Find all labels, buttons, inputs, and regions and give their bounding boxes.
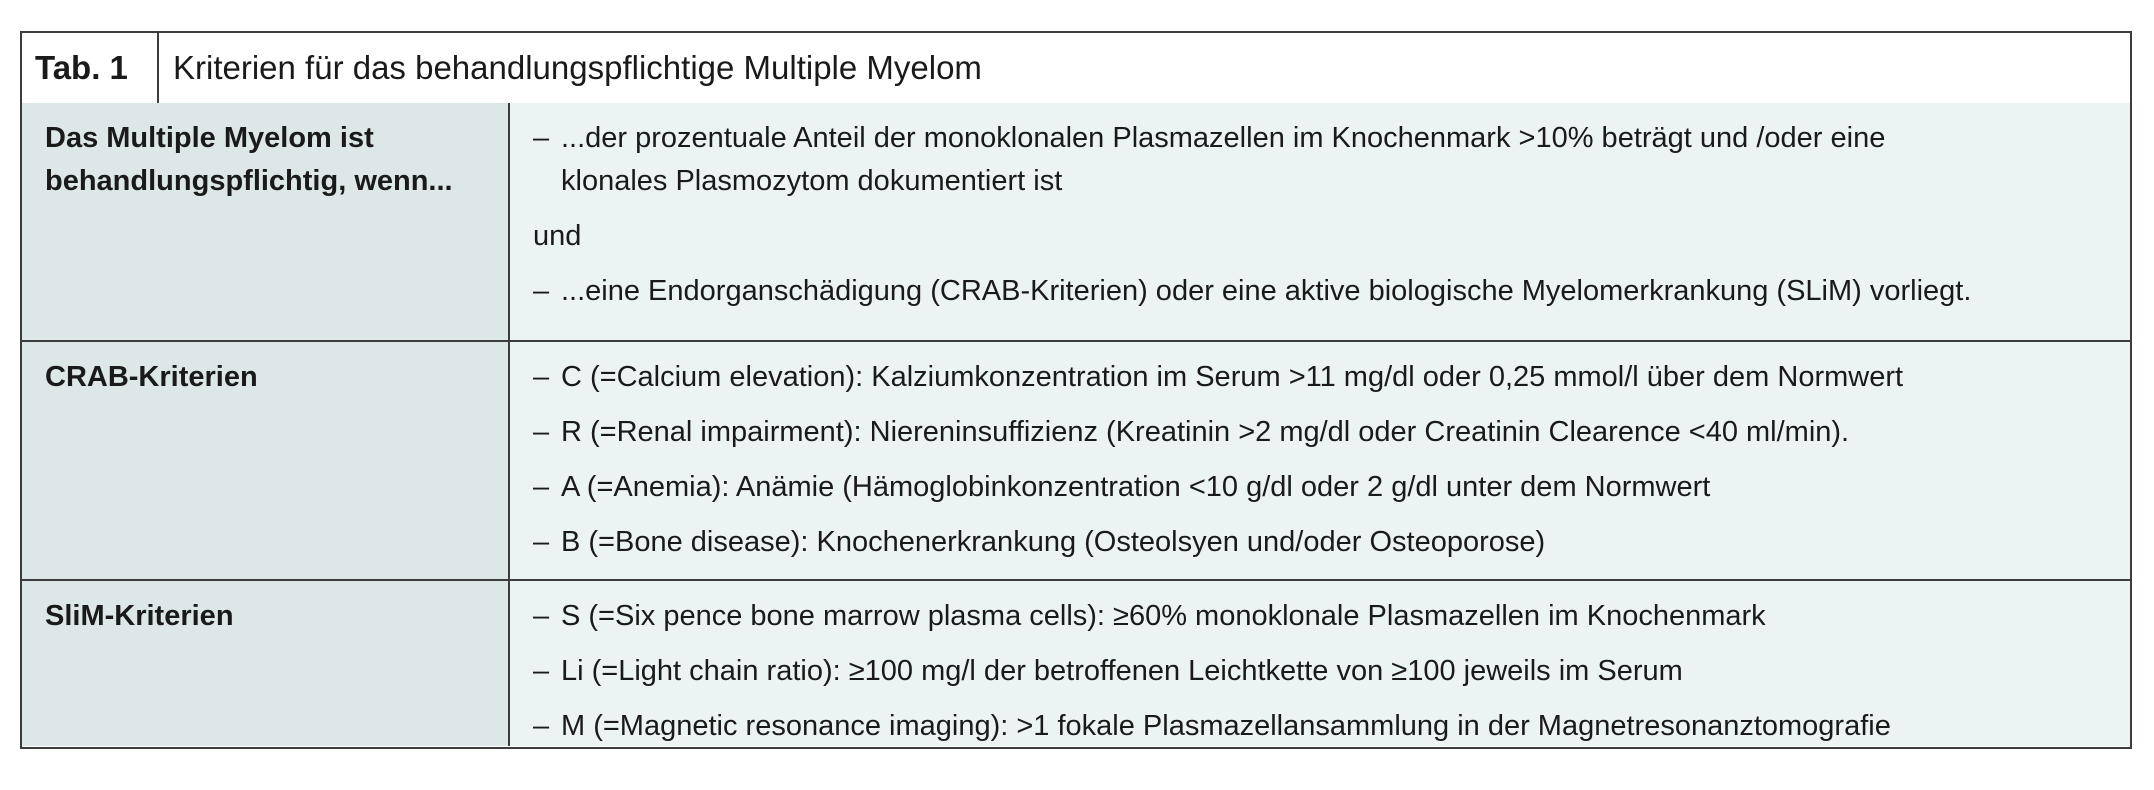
list-item-text: S (=Six pence bone marrow plasma cells): ≥60% monoklonale Plasmazellen im Knochenmark <box>561 600 1766 632</box>
bullet-dash: – <box>533 361 550 393</box>
list-item <box>533 595 2130 638</box>
list-item <box>533 356 2130 399</box>
list-item-text: R (=Renal impairment): Niereninsuffizienz (Kreatinin >2 mg/dl oder Creatinin Clearence <40 ml/min). <box>561 416 1850 448</box>
section-heading <box>22 103 510 340</box>
list-item <box>533 117 2130 203</box>
list-item <box>533 521 2130 564</box>
bullet-dash: – <box>533 471 550 503</box>
section-content <box>510 581 2130 746</box>
section-crab-criteria <box>22 342 2130 581</box>
list-item-text: Li (=Light chain ratio): ≥100 mg/l der betroffenen Leichtkette von ≥100 jeweils im Serum <box>561 655 1683 687</box>
section-heading: SliM-Kriterien <box>22 581 510 746</box>
list-item-text: ...eine Endorganschädigung (CRAB-Kriterien) oder eine aktive biologische Myelomerkrankung (SLiM) vorliegt. <box>561 275 1972 307</box>
list-item-text: klonales Plasmozytom dokumentiert ist <box>561 165 1063 197</box>
list-item <box>533 705 2130 748</box>
section-content <box>510 103 2130 340</box>
list-item-text: A (=Anemia): Anämie (Hämoglobinkonzentration <10 g/dl oder 2 g/dl unter dem Normwert <box>561 471 1711 503</box>
list-item-text: B (=Bone disease): Knochenerkrankung (Osteolsyen und/oder Osteoporose) <box>561 526 1546 558</box>
list-item-text: M (=Magnetic resonance imaging): >1 fokale Plasmazellansammlung in der Magnetresonanztomografie <box>561 710 1891 742</box>
section-heading-line: Das Multiple Myelom ist <box>45 122 374 154</box>
table-title-row <box>22 33 2130 106</box>
list-item-text: C (=Calcium elevation): Kalziumkonzentration im Serum >11 mg/dl oder 0,25 mmol/l über dem Normwert <box>561 361 1904 393</box>
section-content <box>510 342 2130 579</box>
connector-text: und <box>533 220 582 252</box>
list-item <box>533 411 2130 454</box>
list-item <box>533 650 2130 693</box>
bullet-dash: – <box>533 600 550 632</box>
criteria-table <box>20 31 2132 749</box>
section-heading-line: behandlungspflichtig, wenn... <box>45 165 453 197</box>
section-heading: CRAB-Kriterien <box>22 342 510 579</box>
bullet-dash: – <box>533 122 550 154</box>
list-item <box>533 466 2130 509</box>
bullet-dash: – <box>533 526 550 558</box>
section-slim-criteria <box>22 581 2130 746</box>
table-number-label: Tab. 1 <box>22 33 159 104</box>
bullet-dash: – <box>533 710 550 742</box>
bullet-dash: – <box>533 416 550 448</box>
bullet-dash: – <box>533 275 550 307</box>
table-title: Kriterien für das behandlungspflichtige Multiple Myelom <box>173 49 982 86</box>
list-item-text: ...der prozentuale Anteil der monoklonalen Plasmazellen im Knochenmark >10% beträgt und /oder eine <box>561 122 1886 154</box>
list-item <box>533 270 2130 313</box>
bullet-dash: – <box>533 655 550 687</box>
section-treatment-criteria <box>22 103 2130 342</box>
